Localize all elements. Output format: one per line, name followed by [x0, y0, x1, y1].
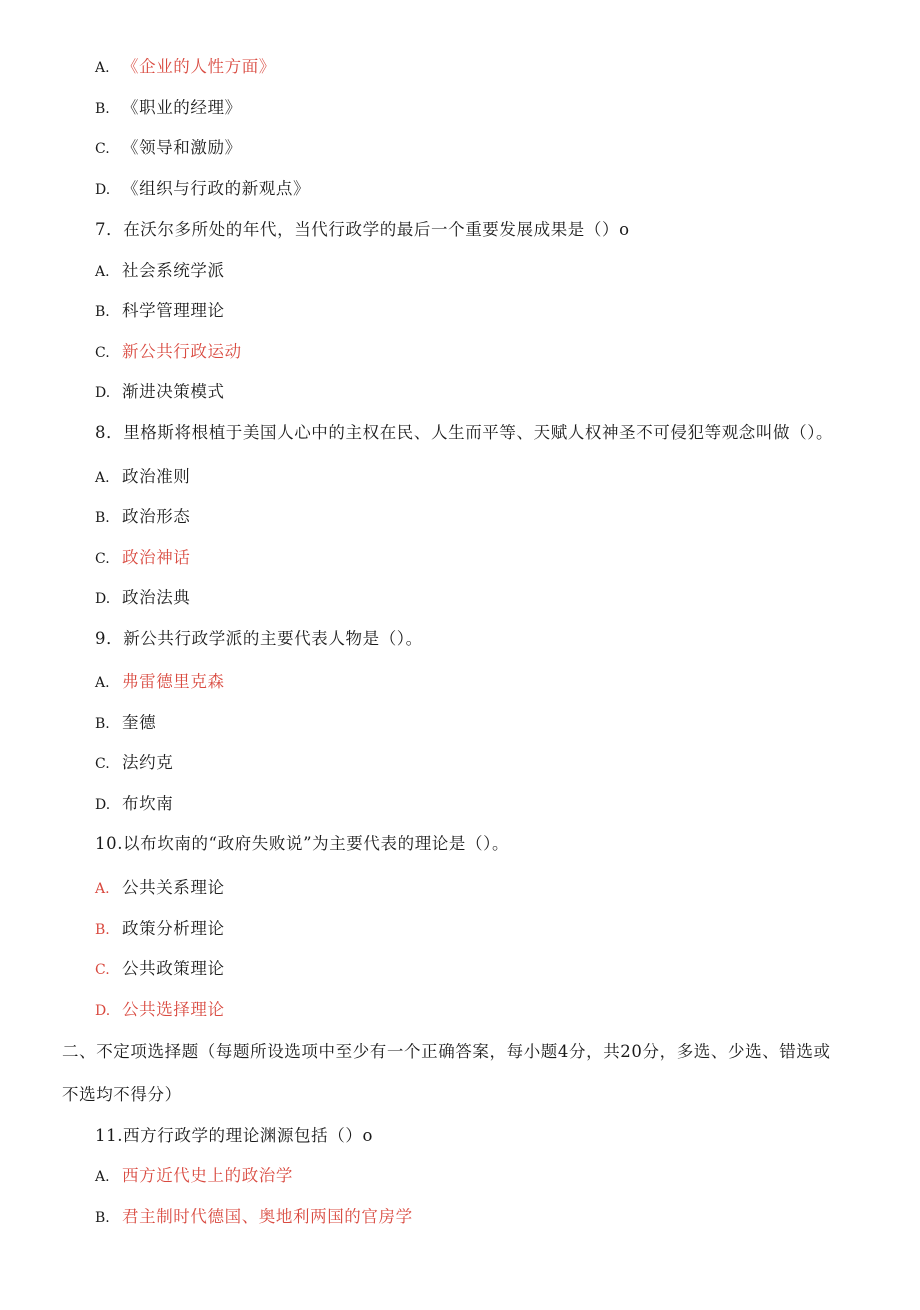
- question-text: [95, 833, 509, 855]
- answer-option: [95, 178, 310, 201]
- option-label: A.: [95, 881, 110, 897]
- answer-option: [95, 381, 225, 404]
- answer-option: [95, 1206, 413, 1229]
- answer-option: [95, 958, 225, 981]
- section-text: 二、不定项选择题（每题所设选项中至少有一个正确答案，每小题4分，共20分，多选、少选、错选或: [62, 1042, 831, 1061]
- option-text: 政治准则: [122, 467, 191, 486]
- option-text: 新公共行政运动: [122, 342, 242, 361]
- section-text: 不选均不得分）: [62, 1085, 182, 1104]
- question-stem: 9．新公共行政学派的主要代表人物是（）。: [95, 629, 423, 648]
- option-label: B.: [95, 922, 110, 938]
- answer-option: [95, 1165, 293, 1188]
- answer-option: [95, 671, 225, 694]
- answer-option: [95, 300, 225, 323]
- option-label: B.: [95, 101, 110, 117]
- answer-option: [95, 341, 242, 364]
- option-label: C.: [95, 141, 110, 157]
- option-text: 政治法典: [122, 588, 191, 607]
- option-text: 《职业的经理》: [122, 98, 242, 117]
- question-text: [95, 1125, 373, 1147]
- answer-option: [95, 137, 242, 160]
- option-label: C.: [95, 962, 110, 978]
- option-label: B.: [95, 510, 110, 526]
- option-text: 《组织与行政的新观点》: [122, 179, 311, 198]
- option-text: 公共关系理论: [122, 878, 225, 897]
- answer-option: [95, 712, 156, 735]
- option-label: C.: [95, 345, 110, 361]
- option-label: C.: [95, 551, 110, 567]
- option-label: C.: [95, 756, 110, 772]
- option-text: 布坎南: [122, 794, 174, 813]
- option-label: D.: [95, 182, 111, 198]
- answer-option: [95, 752, 173, 775]
- option-label: D.: [95, 591, 111, 607]
- option-text: 科学管理理论: [122, 301, 225, 320]
- option-text: 《领导和激励》: [122, 138, 242, 157]
- option-text: 奎德: [122, 713, 157, 732]
- option-text: 政治神话: [122, 548, 191, 567]
- option-text: 政治形态: [122, 507, 191, 526]
- section-heading: [62, 1041, 831, 1063]
- answer-option: [95, 793, 173, 816]
- answer-option: [95, 97, 242, 120]
- answer-option: [95, 587, 190, 610]
- option-label: D.: [95, 385, 111, 401]
- answer-option: [95, 918, 225, 941]
- option-text: 西方近代史上的政治学: [122, 1166, 293, 1185]
- option-label: A.: [95, 470, 110, 486]
- option-label: A.: [95, 60, 110, 76]
- option-text: 法约克: [122, 753, 174, 772]
- question-stem: 11.西方行政学的理论渊源包括（）o: [95, 1126, 373, 1145]
- option-label: B.: [95, 1210, 110, 1226]
- answer-option: [95, 999, 225, 1022]
- answer-option: [95, 466, 190, 489]
- option-text: 政策分析理论: [122, 919, 225, 938]
- answer-option: [95, 506, 190, 529]
- answer-option: [95, 877, 225, 900]
- option-label: A.: [95, 675, 110, 691]
- option-text: 弗雷德里克森: [122, 672, 225, 691]
- question-stem: 8．里格斯将根植于美国人心中的主权在民、人生而平等、天赋人权神圣不可侵犯等观念叫做（）。: [95, 423, 834, 442]
- option-label: B.: [95, 716, 110, 732]
- section-heading: [62, 1084, 182, 1106]
- question-stem: 7．在沃尔多所处的年代，当代行政学的最后一个重要发展成果是（）o: [95, 220, 630, 239]
- answer-option: [95, 260, 225, 283]
- question-text: [95, 422, 833, 444]
- option-text: 《企业的人性方面》: [122, 57, 276, 76]
- answer-option: [95, 56, 276, 79]
- option-label: A.: [95, 1169, 110, 1185]
- option-label: B.: [95, 304, 110, 320]
- option-text: 公共政策理论: [122, 959, 225, 978]
- answer-option: [95, 547, 190, 570]
- question-text: [95, 628, 423, 650]
- option-label: D.: [95, 797, 111, 813]
- question-stem: 10.以布坎南的“政府失败说”为主要代表的理论是（）。: [95, 834, 510, 853]
- option-label: A.: [95, 264, 110, 280]
- option-text: 社会系统学派: [122, 261, 225, 280]
- option-text: 公共选择理论: [122, 1000, 225, 1019]
- question-text: [95, 219, 630, 241]
- option-text: 渐进决策模式: [122, 382, 225, 401]
- option-text: 君主制时代德国、奥地利两国的官房学: [122, 1207, 413, 1226]
- option-label: D.: [95, 1003, 111, 1019]
